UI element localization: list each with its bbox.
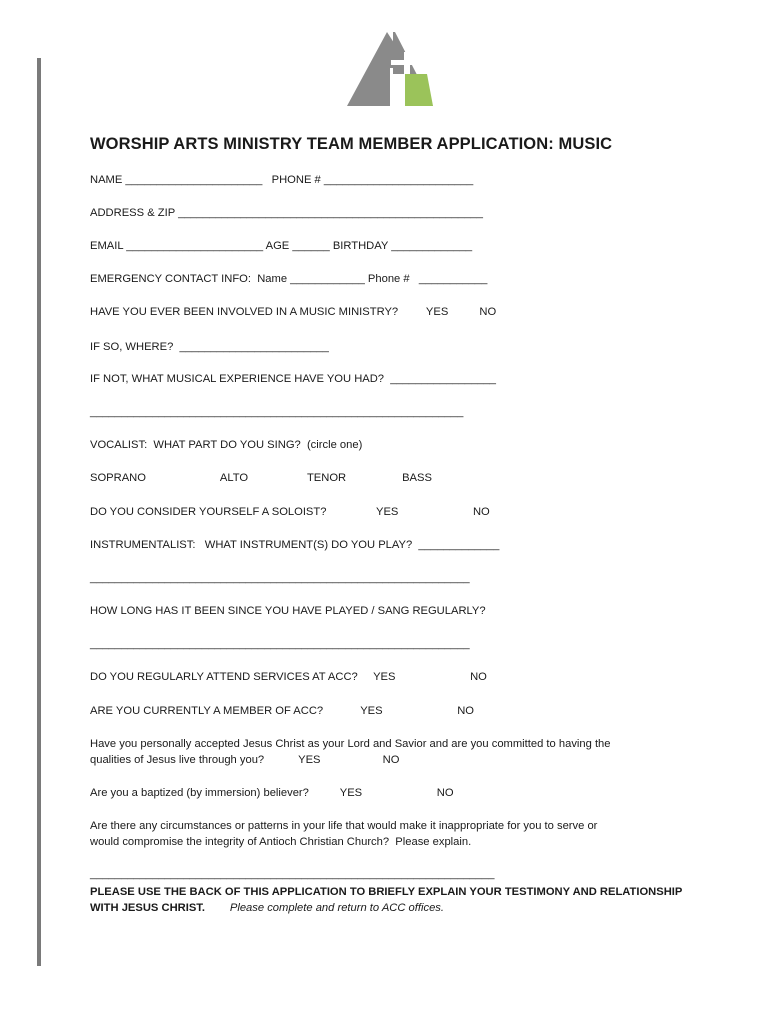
attend-services-question: DO YOU REGULARLY ATTEND SERVICES AT ACC? YES NO xyxy=(90,671,487,683)
instrumentalist-question: INSTRUMENTALIST: WHAT INSTRUMENT(S) DO YOU PLAY? _____________ xyxy=(90,539,500,551)
testimony-instruction-bold: WITH JESUS CHRIST. xyxy=(90,902,205,914)
blank-answer-line: ____________________________________________________________ xyxy=(90,406,464,418)
address-line: ADDRESS & ZIP _________________________________________________ xyxy=(90,207,483,219)
music-ministry-question: HAVE YOU EVER BEEN INVOLVED IN A MUSIC MINISTRY? YES NO xyxy=(90,306,497,318)
circumstances-question-line2: would compromise the integrity of Antioch Christian Church? Please explain. xyxy=(90,836,472,848)
musical-experience-question: IF NOT, WHAT MUSICAL EXPERIENCE HAVE YOU HAD? _________________ xyxy=(90,373,497,385)
accepted-jesus-question-line1: Have you personally accepted Jesus Christ as your Lord and Savior and are you committed to having the xyxy=(90,738,611,750)
blank-answer-line: _________________________________________________________________ xyxy=(90,868,495,880)
testimony-instruction-line2 xyxy=(90,900,444,916)
played-regularly-question: HOW LONG HAS IT BEEN SINCE YOU HAVE PLAYED / SANG REGULARLY? xyxy=(90,605,486,617)
circumstances-question-line1: Are there any circumstances or patterns in your life that would make it inappropriate for you to serve or xyxy=(90,820,598,832)
soloist-question: DO YOU CONSIDER YOURSELF A SOLOIST? YES NO xyxy=(90,506,490,518)
church-logo-icon xyxy=(345,30,435,110)
emergency-contact-line: EMERGENCY CONTACT INFO: Name ____________ Phone # ___________ xyxy=(90,273,488,285)
voice-part-options: SOPRANO ALTO TENOR BASS xyxy=(90,472,432,484)
page-title: WORSHIP ARTS MINISTRY TEAM MEMBER APPLICATION: MUSIC xyxy=(90,135,613,153)
member-question: ARE YOU CURRENTLY A MEMBER OF ACC? YES NO xyxy=(90,705,474,717)
left-margin-bar xyxy=(37,58,41,966)
return-instruction: Please complete and return to ACC offices. xyxy=(229,902,444,914)
email-age-birthday-line: EMAIL ______________________ AGE ______ BIRTHDAY _____________ xyxy=(90,240,473,252)
vocalist-question: VOCALIST: WHAT PART DO YOU SING? (circle one) xyxy=(90,439,363,451)
name-phone-line: NAME ______________________ PHONE # ________________________ xyxy=(90,174,474,186)
blank-answer-line: _____________________________________________________________ xyxy=(90,638,470,650)
if-so-where-line: IF SO, WHERE? ________________________ xyxy=(90,341,329,353)
accepted-jesus-question-line2: qualities of Jesus live through you? YES NO xyxy=(90,754,400,766)
blank-answer-line: _____________________________________________________________ xyxy=(90,572,470,584)
baptized-question: Are you a baptized (by immersion) believer? YES NO xyxy=(90,787,454,799)
testimony-instruction-line1: PLEASE USE THE BACK OF THIS APPLICATION TO BRIEFLY EXPLAIN YOUR TESTIMONY AND RELATIONSHIP xyxy=(90,886,683,898)
